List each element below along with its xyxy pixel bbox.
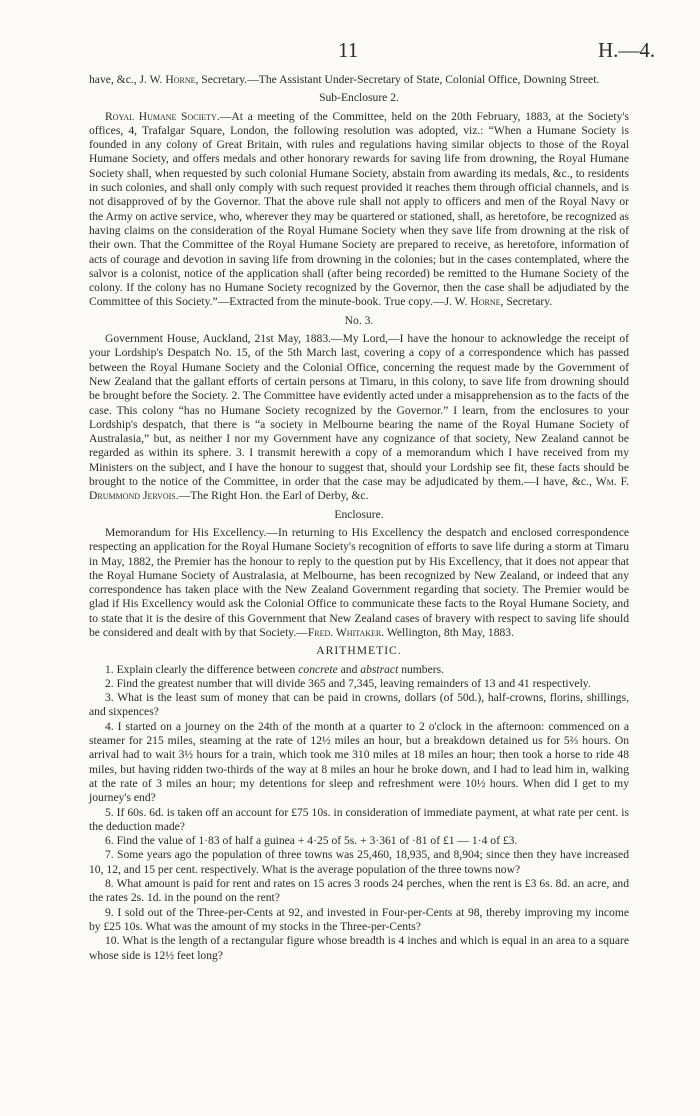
no3-paragraph: Government House, Auckland, 21st May, 1883.—My Lord,—I have the honour to acknowledge the receipt of your Lordship's Despatch No. 15, of the 5th March last, covering a copy of a correspondence which has passed between the Royal Humane Society and the Colonial Office, concerning the request made by the Government of New Zealand that the gallant efforts of certain persons at Timaru, in this colony, to save life from drowning should be brought before the Society. 2. The Committee have evidently acted under a misapprehension as to the facts of the case. This colony “has no Humane Society recognized by the Governor.” I learn, from the enclosures to your Lordship's despatch, that there is “a society in Melbourne bearing the name of the Royal Humane Society of Australasia,” but, as neither I nor my Government have any cognizance of that society, New Zealand cannot be regarded as within its sphere. 3. I transmit herewith a copy of a memorandum which I have received from my Ministers on the subject, and I have the honour to suggest that, should your Lordship see fit, these facts should be brought to the notice of the Committee, in order that the case may be adjudicated by them.—I have, &c., Wm. F. Drummond Jervois.—The Right Hon. the Earl of Derby, &c.: [89, 332, 629, 503]
question-5: 5. If 60s. 6d. is taken off an account for £75 10s. in consideration of immediate payment, at what rate per cent. is the deduction made?: [89, 805, 629, 833]
question-2: 2. Find the greatest number that will divide 365 and 7,345, leaving remainders of 13 and 41 respectively.: [105, 676, 591, 690]
page-body: [89, 73, 629, 963]
question-9: 9. I sold out of the Three-per-Cents at 92, and invested in Four-per-Cents at 98, thereby improving my income by £25 10s. What was the amount of my stocks in the Three-per-Cents?: [89, 905, 629, 933]
enclosure-paragraph: Memorandum for His Excellency.—In returning to His Excellency the despatch and enclosed correspondence respecting an application for the Royal Humane Society's recognition of efforts to save life during a storm at Timaru in May, 1882, the Premier has the honour to reply to the question put by His Excellency, that it does not appear that the Royal Humane Society of Australasia, at Melbourne, has been recognized by New Zealand, or indeed that any correspondence has taken place with the New Zealand Government regarding that society. The Premier would be glad if His Excellency would ask the Colonial Office to communicate these facts to the Royal Humane Society, and to state that it is the desire of this Government that New Zealand cases of bravery with respect to saving life should be considered and dealt with by that Society.—Fred. Whitaker. Wellington, 8th May, 1883.: [89, 525, 629, 639]
question-8: 8. What amount is paid for rent and rates on 15 acres 3 roods 24 perches, when the rent is £3 6s. 8d. an acre, and the rates 2s. 1d. in the pound on the rent?: [89, 877, 629, 905]
no3-heading: No. 3.: [344, 313, 374, 327]
sub-enclosure-heading: Sub-Enclosure 2.: [319, 91, 399, 105]
page-number: 11: [338, 38, 359, 62]
question-6: 6. Find the value of 1·83 of half a guinea + 4·25 of 5s. + 3·361 of ·81 of £1 — 1·4 of £3.: [105, 834, 518, 848]
document-reference: H.—4.: [598, 38, 656, 62]
question-7: 7. Some years ago the population of three towns was 25,460, 18,935, and 8,904; since then they have increased 10, 12, and 15 per cent. respectively. What is the average population of the three towns now?: [89, 848, 629, 876]
question-3: 3. What is the least sum of money that can be paid in crowns, dollars (of 50d.), half-crowns, florins, shillings, and sixpences?: [89, 691, 629, 719]
enclosure-heading: Enclosure.: [334, 507, 384, 521]
question-4: 4. I started on a journey on the 24th of the month at a quarter to 2 o'clock in the afternoon: commenced on a steamer for 215 miles, steaming at the rate of 12½ miles an hour, but a breakdown detained us for 5⅔ hours. On arrival had to wait 3½ hours for a train, which took me 310 miles at 18 miles an hour; then took a horse to ride 48 miles, but having ridden two-thirds of the way at 8 miles an hour he broke down, and I had to lead him in, walking at the rate of 3 miles an hour; my detentions for sleep and refreshment were 10½ hours. When did I get to my journey's end?: [89, 719, 629, 805]
sub-enclosure-paragraph: Royal Humane Society.—At a meeting of the Committee, held on the 20th February, 1883, at the Society's offices, 4, Trafalgar Square, London, the following resolution was adopted, viz.: “When a Humane Society is founded in any colony of Great Britain, with rules and regulations having similar objects to those of the Royal Humane Society, and offers medals and other honorary rewards for saving life from drowning, the Royal Humane Society shall, when requested by such colonial Humane Society, abstain from awarding its medals, &c., to residents in such colonies, and shall only comply with such request provided it reaches them through official channels, and is not disapproved of by the Governor. That the above rule shall not apply to officers and men of the Royal Navy or the Army on active service, who, wherever they may be quartered or stationed, shall, as heretofore, be recognized as having claims on the consideration of the Royal Humane Society when they save life from drowning at the risk of their own. That the Committee of the Royal Humane Society are prepared to receive, as heretofore, information of acts of courage and devotion in saving life from drowning in the colonies; but in the cases contemplated, where the salvor is a colonist, notice of the application shall (after being recorded) be remitted to the Humane Society of the colony. If the colony has no Humane Society recognized by the Governor, then the case shall be adjudiated by the Committee of this Society.”—Extracted from the minute-book. True copy.—J. W. Horne, Secretary.: [89, 109, 630, 309]
question-10: 10. What is the length of a rectangular figure whose breadth is 4 inches and which is equal in an area to a square whose side is 12½ feet long?: [89, 934, 629, 962]
opening-paragraph: have, &c., J. W. Horne, Secretary.—The Assistant Under-Secretary of State, Colonial Office, Downing Street.: [89, 73, 600, 86]
arithmetic-heading: ARITHMETIC.: [316, 644, 402, 658]
question-1: 1. Explain clearly the difference between concrete and abstract numbers.: [105, 662, 445, 676]
